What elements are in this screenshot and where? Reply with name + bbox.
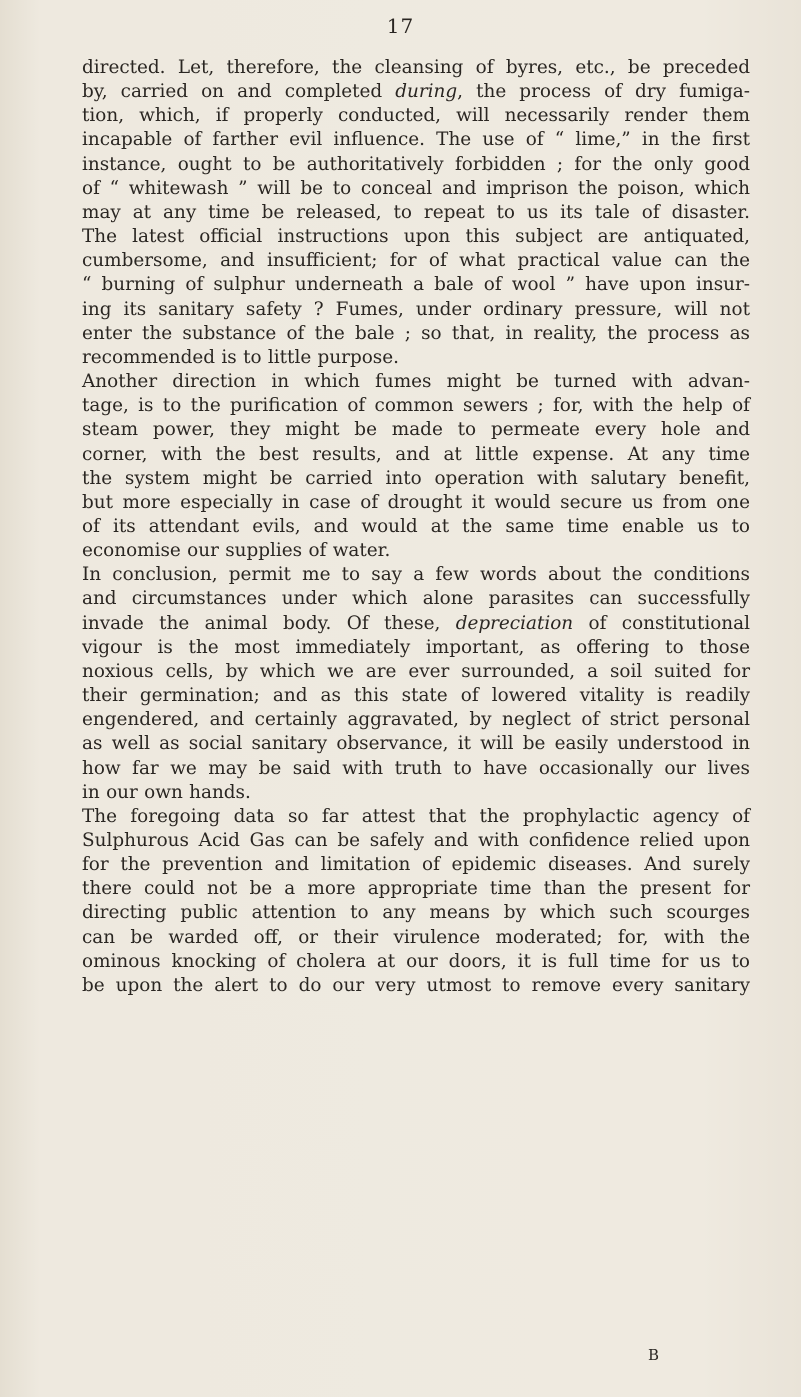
text-line: the system might be carried into operation with salutary benefit, [82,467,750,489]
text-line: their germination; and as this state of lowered vitality is readily [82,685,750,707]
text-line: directing public attention to any means by which such scourges [82,902,750,924]
text-line: incapable of farther evil influence. The use of “ lime,” in the first [82,129,750,151]
text-line: steam power, they might be made to permeate every hole and [82,419,750,441]
text-line: The foregoing data so far attest that the prophylactic agency of [82,805,750,827]
text-line: recommended is to little purpose. [82,346,399,368]
body-text [82,56,750,998]
text-line: there could not be a more appropriate time than the present for [82,878,750,900]
text-line: in our own hands. [82,781,251,803]
text-line: ominous knocking of cholera at our doors, it is full time for us to [82,950,750,972]
text-line: noxious cells, by which we are ever surrounded, a soil suited for [82,660,750,682]
text-line: can be warded off, or their virulence moderated; for, with the [82,926,750,948]
text-line: cumbersome, and insufficient; for of what practical value can the [82,250,750,272]
text-line: of “ whitewash ” will be to conceal and imprison the poison, which [82,177,750,199]
text-line: In conclusion, permit me to say a few words about the conditions [82,564,750,586]
text-line: directed. Let, therefore, the cleansing of byres, etc., be preceded [82,57,750,78]
page-number: 17 [386,14,415,38]
text-line: vigour is the most immediately important, as offering to those [82,636,750,658]
text-line: by, carried on and completed during, the process of dry fumiga- [82,81,750,103]
text-line: The latest official instructions upon this subject are antiquated, [82,226,750,248]
text-line: how far we may be said with truth to have occasionally our lives [82,757,750,779]
italic-word: during [395,81,458,103]
text-line: tage, is to the purification of common sewers ; for, with the help of [82,395,750,417]
text-line: engendered, and certainly aggravated, by neglect of strict personal [82,709,750,731]
italic-word: depreciation [455,612,574,634]
text-line: corner, with the best results, and at little expense. At any time [82,443,750,465]
text-line: for the prevention and limitation of epidemic diseases. And surely [82,854,750,876]
text-line: as well as social sanitary observance, it will be easily understood in [82,733,750,755]
text-line: economise our supplies of water. [82,540,391,562]
text-line: tion, which, if properly conducted, will necessarily render them [82,105,750,127]
text-line: be upon the alert to do our very utmost to remove every sanitary [82,974,750,996]
signature-mark: B [648,1346,660,1364]
text-line: and circumstances under which alone parasites can successfully [82,588,750,610]
text-line: ing its sanitary safety ? Fumes, under ordinary pressure, will not [82,298,750,320]
text-line: Sulphurous Acid Gas can be safely and with confidence relied upon [82,830,750,851]
text-line: may at any time be released, to repeat to us its tale of disaster. [82,201,750,223]
text-line: “ burning of sulphur underneath a bale of wool ” have upon insur- [82,274,750,296]
text-line: Another direction in which fumes might be turned with advan- [82,371,750,393]
text-line: invade the animal body. Of these, depreciation of constitutional [82,612,750,634]
text-line: of its attendant evils, and would at the same time enable us to [82,515,750,537]
text-line: instance, ought to be authoritatively forbidden ; for the only good [82,153,750,175]
text-line: but more especially in case of drought it would secure us from one [82,491,750,513]
text-line: enter the substance of the bale ; so that, in reality, the process as [82,322,750,344]
